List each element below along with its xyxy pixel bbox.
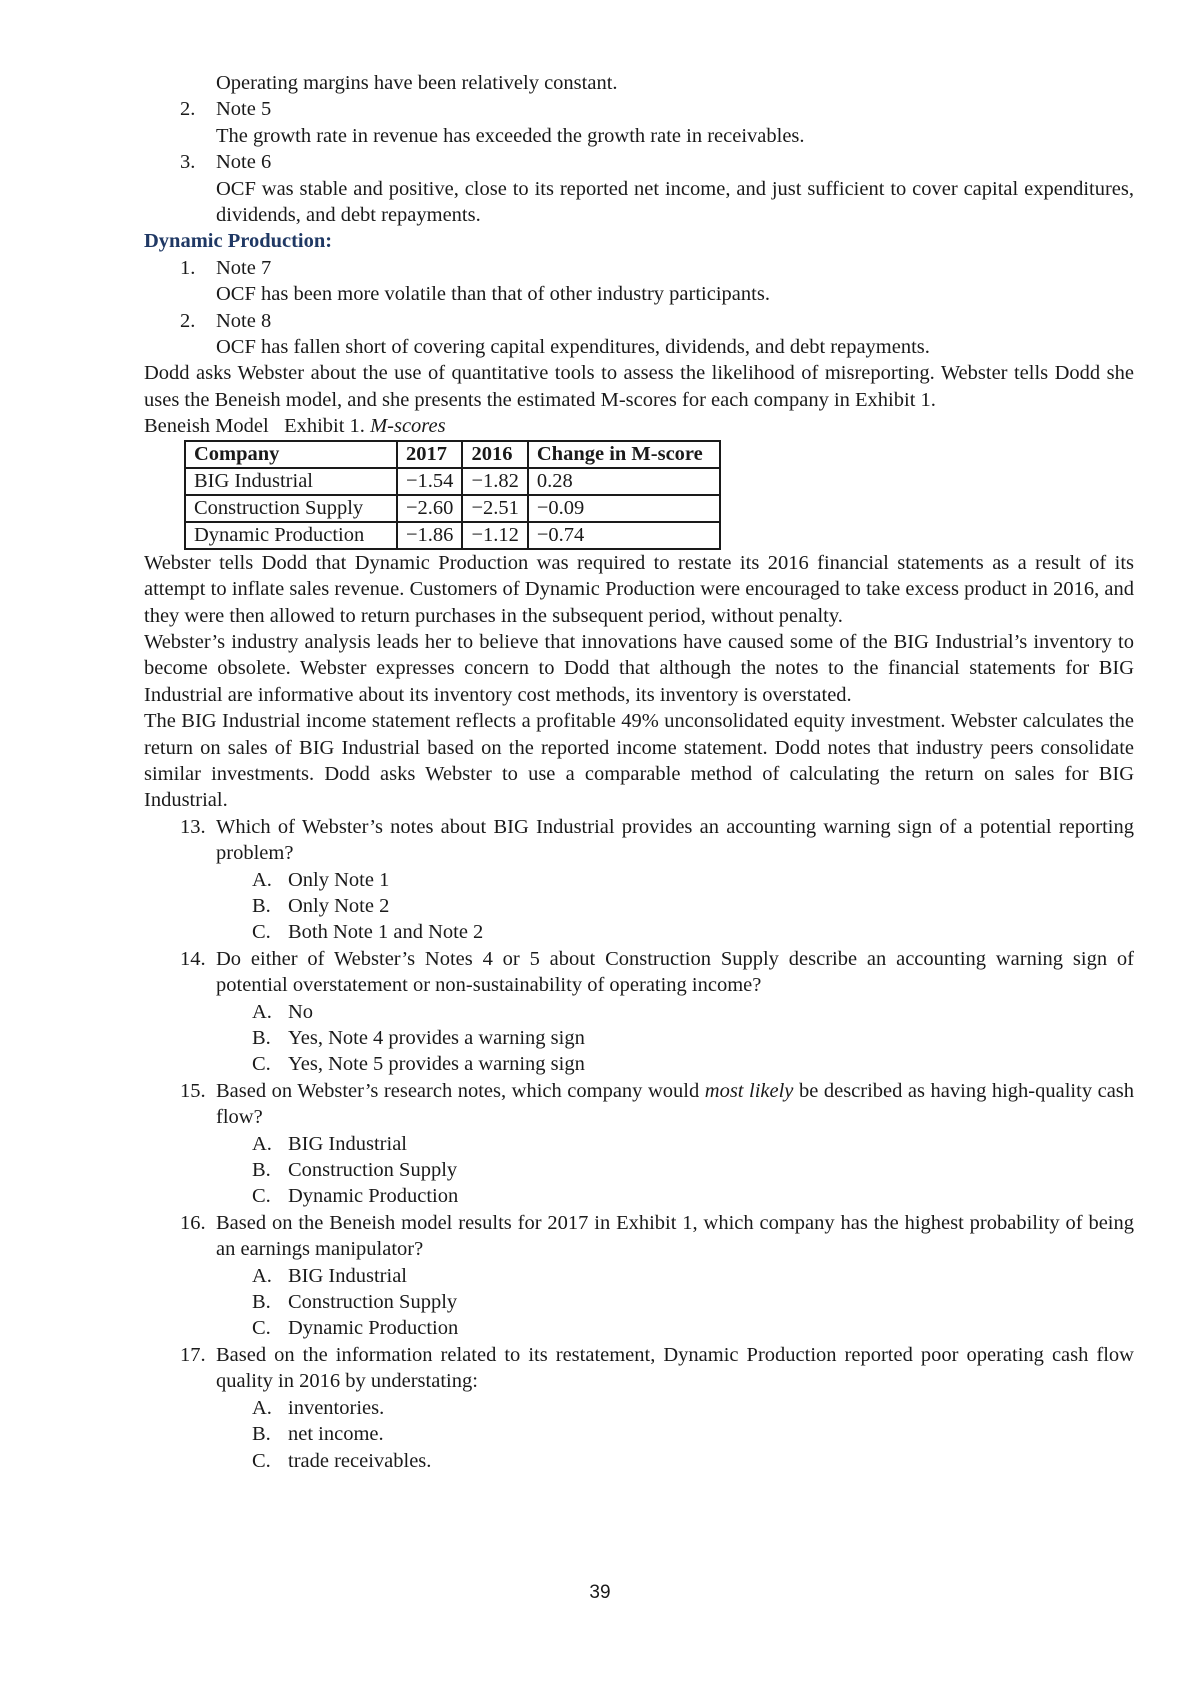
option-text: Construction Supply [288, 1291, 458, 1314]
question-number: 17. [180, 1343, 206, 1366]
header-change: Change in M-score [528, 441, 720, 468]
question-15 [180, 1078, 1134, 1131]
option-letter: A. [252, 1264, 272, 1287]
paragraph-equity-investment: The BIG Industrial income statement reflects a profitable 49% unconsolidated equity investment. Webster calculates the return on sales of BIG Industrial based on the reported income statement. Dodd notes that industry peers consolidate similar investments. Dodd asks Webster to use a comparable method of calculating the return on sales for BIG Industrial. [144, 710, 1134, 812]
note-6-label: Note 6 [216, 151, 272, 174]
note-6-text: OCF was stable and positive, close to its reported net income, and just sufficient to cover capital expenditures, dividends, and debt repayments. [216, 177, 1134, 227]
cell-2016: −1.82 [462, 468, 527, 495]
answer-option[interactable] [252, 1131, 1134, 1157]
option-letter: A. [252, 1000, 272, 1023]
answer-option[interactable] [252, 1421, 1134, 1447]
question-number: 13. [180, 815, 206, 838]
paragraph-dodd-quantitative: Dodd asks Webster about the use of quantitative tools to assess the likelihood of misreporting. Webster tells Dodd she uses the Beneish model, and she presents the estimated M-scores for each company in Exhibit 1. [144, 362, 1134, 411]
question-text: Do either of Webster’s Notes 4 or 5 about Construction Supply describe an accounting warning sign of potential overstatement or non-sustainability of operating income? [216, 947, 1134, 997]
answer-option[interactable] [252, 867, 1134, 893]
option-text: Only Note 1 [288, 868, 390, 891]
option-text: Both Note 1 and Note 2 [288, 921, 484, 944]
question-13 [180, 814, 1134, 867]
option-text: Dynamic Production [288, 1317, 459, 1340]
option-text: Yes, Note 5 provides a warning sign [288, 1053, 585, 1076]
answer-option[interactable] [252, 1183, 1134, 1209]
exhibit-caption-title: Exhibit 1. [284, 415, 365, 438]
note-6-number: 3. [180, 151, 196, 174]
question-17 [180, 1342, 1134, 1395]
cell-change: −0.74 [528, 522, 720, 549]
answer-option[interactable] [252, 893, 1134, 919]
note-8-text: OCF has fallen short of covering capital expenditures, dividends, and debt repayments. [216, 336, 930, 359]
answer-option[interactable] [252, 1157, 1134, 1183]
question-14 [180, 946, 1134, 999]
paragraph-inventory: Webster’s industry analysis leads her to believe that innovations have caused some of the BIG Industrial’s inventory to become obsolete. Webster expresses concern to Dodd that although the notes to the financial statements for BIG Industrial are informative about its inventory cost methods, its inventory is overstated. [144, 630, 1134, 706]
page-number: 39 [589, 1582, 611, 1603]
option-text: BIG Industrial [288, 1264, 407, 1287]
option-letter: B. [252, 894, 271, 917]
exhibit-caption-suffix: M-scores [370, 415, 446, 438]
option-text: Only Note 2 [288, 894, 390, 917]
note-5-label: Note 5 [216, 98, 272, 121]
question-text-before: Based on Webster’s research notes, which company would [216, 1079, 700, 1102]
option-text: net income. [288, 1423, 384, 1446]
answer-option[interactable] [252, 1395, 1134, 1421]
document-page [144, 70, 1134, 1474]
note-7-label: Note 7 [216, 256, 272, 279]
answer-option[interactable] [252, 1263, 1134, 1289]
question-text-after: be described as having high-quality cash flow? [216, 1079, 1135, 1129]
question-text: Based on the Beneish model results for 2017 in Exhibit 1, which company has the highest probability of being an earnings manipulator? [216, 1211, 1134, 1261]
option-letter: C. [252, 1317, 271, 1340]
paragraph-restatement: Webster tells Dodd that Dynamic Production was required to restate its 2016 financial statements as a result of its attempt to inflate sales revenue. Customers of Dynamic Production were encouraged to take excess product in 2016, and they were then allowed to return purchases in the subsequent period, without penalty. [144, 551, 1134, 627]
cell-2017: −1.54 [397, 468, 462, 495]
option-letter: C. [252, 1449, 271, 1472]
note-8-label: Note 8 [216, 309, 272, 332]
question-text-emphasis: most likely [704, 1079, 794, 1102]
option-text: No [288, 1000, 314, 1023]
option-letter: B. [252, 1159, 271, 1182]
option-text: inventories. [288, 1396, 385, 1419]
option-text: Construction Supply [288, 1159, 458, 1182]
operating-margins-line: Operating margins have been relatively constant. [216, 72, 618, 94]
answer-option[interactable] [252, 1289, 1134, 1315]
note-8-item [180, 308, 1134, 334]
option-letter: B. [252, 1423, 271, 1446]
exhibit-caption-prefix: Beneish Model [144, 415, 269, 438]
answer-option[interactable] [252, 1448, 1134, 1474]
option-text: trade receivables. [288, 1449, 432, 1472]
option-text: Yes, Note 4 provides a warning sign [288, 1027, 585, 1049]
option-letter: A. [252, 1396, 272, 1419]
question-number: 16. [180, 1211, 206, 1234]
answer-option[interactable] [252, 919, 1134, 945]
answer-option[interactable] [252, 1025, 1134, 1051]
note-7-text: OCF has been more volatile than that of other industry participants. [216, 283, 770, 306]
answer-option[interactable] [252, 1051, 1134, 1077]
cell-change: 0.28 [528, 468, 720, 495]
cell-2016: −1.12 [462, 522, 527, 549]
cell-2017: −1.86 [397, 522, 462, 549]
header-company: Company [185, 441, 397, 468]
note-6-item [180, 149, 1134, 175]
question-16 [180, 1210, 1134, 1263]
note-5-text: The growth rate in revenue has exceeded the growth rate in receivables. [216, 124, 805, 147]
option-letter: A. [252, 1132, 272, 1155]
cell-company: Dynamic Production [185, 522, 397, 549]
note-8-number: 2. [180, 309, 196, 332]
header-2017: 2017 [397, 441, 462, 468]
m-score-table [184, 440, 721, 550]
option-letter: B. [252, 1027, 271, 1049]
table-row [185, 468, 720, 495]
option-letter: C. [252, 1053, 271, 1076]
question-text: Based on the information related to its restatement, Dynamic Production reported poor operating cash flow quality in 2016 by understating: [216, 1343, 1134, 1393]
question-number: 15. [180, 1079, 206, 1102]
note-7-number: 1. [180, 256, 196, 279]
note-5-item [180, 96, 1134, 122]
table-header-row [185, 441, 720, 468]
table-row [185, 522, 720, 549]
cell-company: BIG Industrial [185, 468, 397, 495]
option-letter: C. [252, 921, 271, 944]
dynamic-production-heading: Dynamic Production: [144, 230, 333, 253]
cell-company: Construction Supply [185, 495, 397, 522]
cell-change: −0.09 [528, 495, 720, 522]
option-letter: B. [252, 1291, 271, 1314]
header-2016: 2016 [462, 441, 527, 468]
answer-option[interactable] [252, 999, 1134, 1025]
option-letter: A. [252, 868, 272, 891]
note-5-number: 2. [180, 98, 196, 121]
option-text: BIG Industrial [288, 1132, 407, 1155]
table-row [185, 495, 720, 522]
cell-2017: −2.60 [397, 495, 462, 522]
option-text: Dynamic Production [288, 1185, 459, 1208]
question-number: 14. [180, 947, 206, 970]
option-letter: C. [252, 1185, 271, 1208]
note-7-item [180, 255, 1134, 281]
answer-option[interactable] [252, 1315, 1134, 1341]
exhibit-caption [144, 413, 1134, 439]
question-text [216, 1078, 1134, 1131]
question-text: Which of Webster’s notes about BIG Industrial provides an accounting warning sign of a potential reporting problem? [216, 815, 1134, 865]
cell-2016: −2.51 [462, 495, 527, 522]
